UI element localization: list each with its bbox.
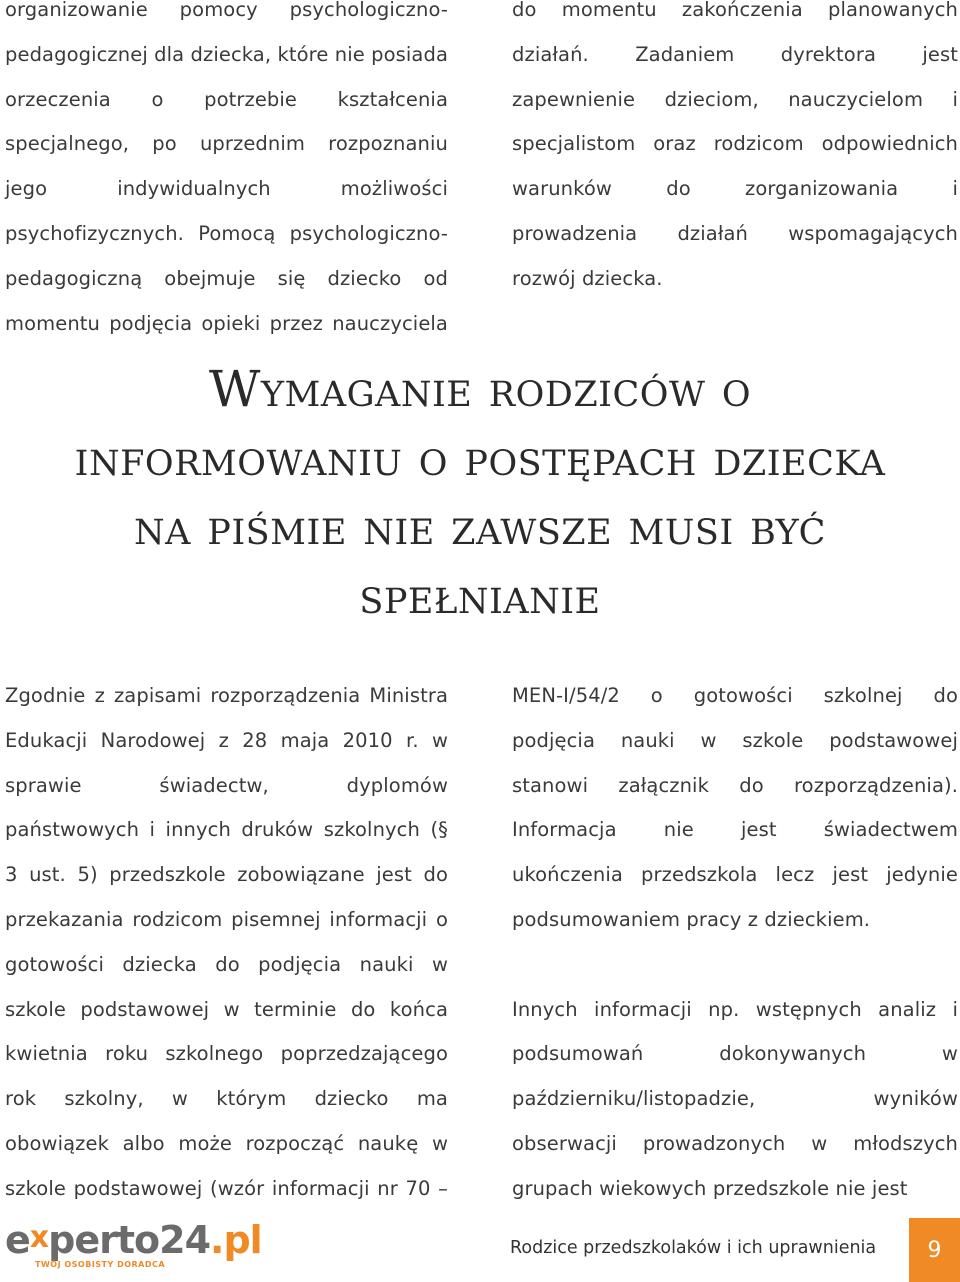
heading-line: na piśmie nie zawsze musi być [134,498,826,556]
text-line: ukończenia przedszkola lecz jest jedynie [512,863,958,887]
heading-line: Wymaganie rodziców o [208,360,752,418]
text-column-top-left [5,0,448,346]
heading-line: informowaniu o postępach dziecka [74,429,886,487]
text-line: kwietnia roku szkolnego poprzedzającego [5,1042,448,1066]
text-line: organizowanie pomocy psychologiczno- [5,0,448,21]
text-line: sprawie świadectw, dyplomów [5,773,448,797]
text-line: pedagogicznej dla dziecka, które nie posiada [5,42,448,66]
text-line: momentu podjęcia opieki przez nauczyciela [5,311,448,335]
text-line: szkole podstawowej w terminie do końca [5,997,448,1021]
paragraph-gotowosc [512,674,958,943]
logo-text-mid: perto24 [48,1218,211,1262]
page-number: 9 [909,1218,960,1282]
text-line: do momentu zakończenia planowanych [512,0,958,21]
text-line: rozwój dziecka. [512,266,663,290]
text-line: państwowych i innych druków szkolnych (§ [5,818,448,842]
paragraph-gap [512,943,958,988]
text-column-bottom-right [512,674,958,1212]
text-line: psychofizycznych. Pomocą psychologiczno- [5,221,448,245]
text-line: pedagogiczną obejmuje się dziecko od [5,266,448,290]
text-line: szkole podstawowej (wzór informacji nr 70 – [5,1176,448,1200]
text-line: grupach wiekowych przedszkole nie jest [512,1176,908,1200]
text-line: Informacja nie jest świadectwem [512,818,958,842]
text-line: podsumowaniem pracy z dzieckiem. [512,907,871,931]
text-line: jego indywidualnych możliwości [5,177,448,201]
text-line: obowiązek albo może rozpocząć naukę w [5,1131,448,1155]
section-heading [0,355,960,631]
text-line: podjęcia nauki w szkole podstawowej [512,728,958,752]
logo-text-suffix: .pl [210,1218,262,1262]
text-line: Edukacji Narodowej z 28 maja 2010 r. w [5,728,448,752]
paragraph-inne-informacje [512,988,958,1212]
text-line: działań. Zadaniem dyrektora jest [512,42,958,66]
footer-document-title: Rodzice przedszkolaków i ich uprawnienia [510,1238,877,1258]
text-line: przekazania rodzicom pisemnej informacji o [5,907,448,931]
text-line: warunków do zorganizowania i [512,177,958,201]
text-line: rok szkolny, w którym dziecko ma [5,1087,448,1111]
text-line: 3 ust. 5) przedszkole zobowiązane jest do [5,863,448,887]
heading-line: spełnianie [359,567,601,625]
text-line: obserwacji prowadzonych w młodszych [512,1131,958,1155]
text-line: specjalnego, po uprzednim rozpoznaniu [5,132,448,156]
logo-tagline: TWÓJ OSOBISTY DORADCA [35,1260,166,1269]
text-line: Zgodnie z zapisami rozporządzenia Ministra [5,684,448,707]
experto24-logo [5,1218,262,1276]
text-line: specjalistom oraz rodzicom odpowiednich [512,132,958,156]
text-column-top-right [512,0,958,302]
text-line: orzeczenia o potrzebie kształcenia [5,87,448,111]
text-line: październiku/listopadzie, wyników [512,1087,958,1111]
text-line: prowadzenia działań wspomagających [512,221,958,245]
text-line: Innych informacji np. wstępnych analiz i [512,997,958,1021]
text-line: MEN-I/54/2 o gotowości szkolnej do [512,684,958,707]
logo-wordmark [5,1218,262,1262]
page-footer [0,1218,960,1282]
logo-text-prefix: e [5,1218,30,1262]
logo-text-x: x [29,1220,49,1255]
text-line: stanowi załącznik do rozporządzenia). [512,773,958,797]
text-line: podsumowań dokonywanych w [512,1042,958,1066]
text-line: zapewnienie dzieciom, nauczycielom i [512,87,958,111]
text-line: gotowości dziecka do podjęcia nauki w [5,952,448,976]
text-column-bottom-left [5,674,448,1212]
